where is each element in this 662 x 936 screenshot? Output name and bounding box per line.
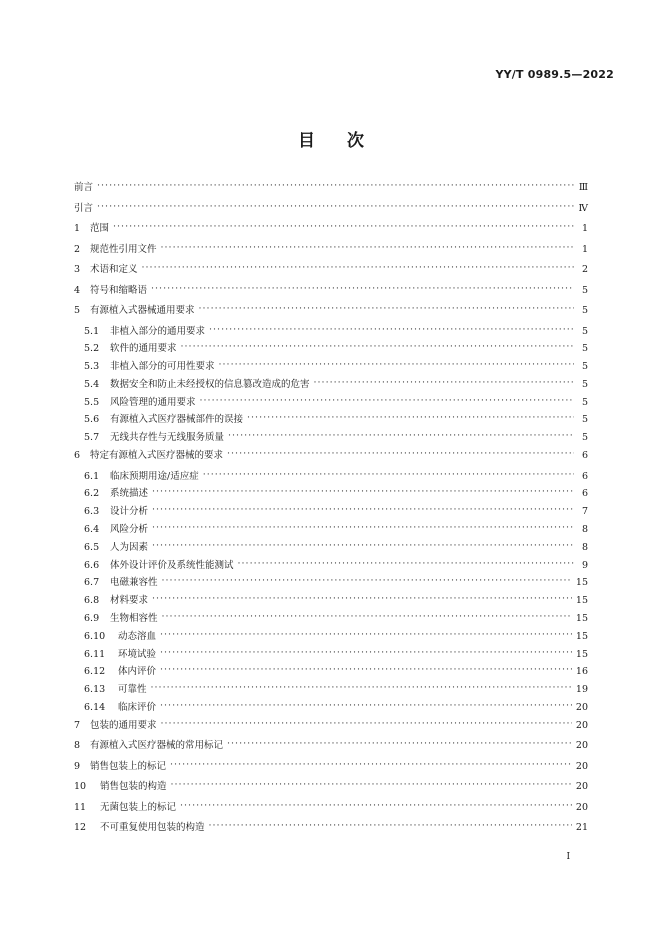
- toc-entry-label: 非植入部分的通用要求: [110, 325, 206, 337]
- toc-entry-page: 15: [575, 648, 588, 660]
- toc-entry-label: 特定有源植入式医疗器械的要求: [90, 450, 224, 462]
- toc-entry-label: 风险分析: [110, 523, 149, 535]
- toc-entry-label: 动态溶血: [118, 630, 157, 642]
- toc-entry-page: 15: [575, 630, 588, 642]
- toc-entry-number: 1: [74, 223, 81, 234]
- toc-entry-label: 临床评价: [118, 701, 157, 713]
- toc-entry-number: 9: [74, 760, 81, 772]
- toc-entry-page: 15: [575, 612, 588, 624]
- toc-entry-label: 数据安全和防止未经授权的信息篡改造成的危害: [110, 378, 310, 390]
- toc-entry-page: 20: [575, 801, 588, 813]
- toc-entry-label: 电磁兼容性: [110, 577, 158, 589]
- toc-entry[interactable]: [74, 521, 588, 539]
- toc-entry[interactable]: [74, 539, 588, 557]
- dot-leader: [227, 738, 572, 749]
- toc-entry-label: 生物相容性: [110, 612, 158, 624]
- dot-leader: [151, 682, 572, 693]
- toc-entry[interactable]: [74, 610, 588, 628]
- toc-entry[interactable]: [74, 717, 588, 738]
- dot-leader: [181, 341, 574, 352]
- toc-entry[interactable]: [74, 447, 588, 468]
- toc-entry-number: 10: [74, 781, 87, 793]
- dot-leader: [200, 395, 574, 406]
- toc-entry-page: 5: [581, 343, 588, 355]
- dot-leader: [151, 283, 574, 294]
- toc-entry-number: 8: [74, 740, 81, 752]
- toc-entry-number: 6.11: [84, 648, 106, 660]
- toc-entry-number: 5.3: [84, 361, 100, 373]
- toc-entry[interactable]: [74, 200, 588, 221]
- toc-entry-number: 6.14: [84, 701, 106, 713]
- dot-leader: [238, 558, 574, 569]
- dot-leader: [161, 242, 574, 253]
- dot-leader: [209, 324, 574, 335]
- toc-entry-page: 20: [575, 701, 588, 713]
- toc-entry[interactable]: [74, 394, 588, 412]
- dot-leader: [113, 221, 574, 232]
- toc-entry-number: 5.4: [84, 378, 100, 390]
- toc-entry-label: 无线共存性与无线服务质量: [110, 432, 225, 444]
- toc-entry-page: 5: [581, 396, 588, 408]
- toc-entry-page: 8: [581, 541, 588, 553]
- toc-entry-label: 销售包装上的标记: [90, 760, 167, 772]
- toc-entry-page: 15: [575, 577, 588, 589]
- toc-entry-label: 不可重复使用包装的构造: [100, 822, 205, 834]
- toc-entry[interactable]: [74, 411, 588, 429]
- dot-leader: [161, 718, 572, 729]
- toc-entry-number: 6.3: [84, 506, 100, 518]
- toc-entry-page: 6: [581, 488, 588, 500]
- dot-leader: [160, 629, 572, 640]
- toc-entry-label: 无菌包装上的标记: [100, 801, 177, 813]
- toc-entry-label: 可靠性: [118, 684, 147, 696]
- toc-entry-label: 有源植入式器械通用要求: [90, 305, 195, 316]
- dot-leader: [152, 540, 574, 551]
- dot-leader: [199, 303, 574, 314]
- toc-entry-number: 12: [74, 822, 87, 834]
- toc-entry[interactable]: [74, 681, 588, 699]
- dot-leader: [171, 779, 572, 790]
- dot-leader: [152, 522, 574, 533]
- toc-entry-label: 非植入部分的可用性要求: [110, 361, 215, 373]
- toc-entry[interactable]: [74, 628, 588, 646]
- toc-entry[interactable]: [74, 429, 588, 447]
- toc-entry-page: 16: [575, 666, 588, 678]
- table-of-contents: [74, 179, 588, 840]
- toc-entry-page: Ⅲ: [578, 182, 588, 193]
- toc-entry-page: 9: [581, 559, 588, 571]
- toc-entry-number: 4: [74, 284, 81, 296]
- toc-entry-number: 6.9: [84, 612, 100, 624]
- toc-entry-number: 6.7: [84, 577, 100, 589]
- toc-entry-label: 销售包装的构造: [100, 781, 167, 793]
- toc-entry[interactable]: [74, 737, 588, 758]
- toc-entry-number: 5: [74, 305, 81, 316]
- dot-leader: [203, 469, 574, 480]
- dot-leader: [162, 611, 572, 622]
- toc-entry-page: 1: [581, 243, 588, 255]
- toc-entry[interactable]: [74, 663, 588, 681]
- toc-entry[interactable]: [74, 302, 588, 323]
- dot-leader: [209, 820, 572, 831]
- toc-entry-number: 5.6: [84, 414, 100, 426]
- toc-entry-page: 20: [575, 719, 588, 731]
- toc-entry-number: 6: [74, 450, 81, 462]
- toc-entry-number: 6.12: [84, 666, 106, 678]
- toc-entry-page: 20: [575, 760, 588, 772]
- toc-entry-number: 6.13: [84, 684, 106, 696]
- toc-entry-number: 6.6: [84, 559, 100, 571]
- toc-entry-label: 有源植入式医疗器械部件的误接: [110, 414, 244, 426]
- toc-entry[interactable]: [74, 376, 588, 394]
- toc-entry-page: 19: [575, 684, 588, 696]
- dot-leader: [314, 377, 574, 388]
- toc-entry-number: 6.5: [84, 541, 100, 553]
- dot-leader: [97, 180, 574, 191]
- toc-entry-number: 2: [74, 243, 81, 255]
- toc-entry[interactable]: [74, 220, 588, 241]
- toc-entry[interactable]: [74, 646, 588, 664]
- toc-entry-page: 8: [581, 523, 588, 535]
- toc-entry[interactable]: [74, 358, 588, 376]
- toc-entry-page: 2: [581, 264, 588, 275]
- toc-entry-label: 前言: [74, 182, 94, 193]
- toc-entry-label: 材料要求: [110, 595, 149, 607]
- toc-entry-label: 临床预期用途/适应症: [110, 470, 199, 482]
- toc-entry-page: 20: [575, 781, 588, 793]
- toc-entry-page: Ⅳ: [578, 202, 588, 214]
- toc-entry[interactable]: [74, 282, 588, 303]
- toc-entry-page: 1: [581, 223, 588, 234]
- toc-entry[interactable]: [74, 819, 588, 840]
- toc-entry-number: 3: [74, 264, 81, 275]
- toc-entry-page: 6: [581, 470, 588, 482]
- toc-entry[interactable]: [74, 468, 588, 486]
- toc-entry-label: 人为因素: [110, 541, 149, 553]
- toc-entry-label: 体内评价: [118, 666, 157, 678]
- dot-leader: [142, 262, 574, 273]
- dot-leader: [228, 430, 574, 441]
- toc-entry-page: 15: [575, 595, 588, 607]
- dot-leader: [170, 759, 572, 770]
- toc-entry-number: 6.4: [84, 523, 100, 535]
- toc-entry-page: 20: [575, 740, 588, 752]
- toc-entry[interactable]: [74, 574, 588, 592]
- toc-entry-number: 5.2: [84, 343, 100, 355]
- dot-leader: [162, 575, 572, 586]
- toc-entry-number: 6.2: [84, 488, 100, 500]
- dot-leader: [97, 201, 574, 212]
- toc-entry-number: 7: [74, 719, 81, 731]
- toc-entry-label: 系统描述: [110, 488, 149, 500]
- dot-leader: [227, 448, 574, 459]
- toc-entry-label: 有源植入式医疗器械的常用标记: [90, 740, 224, 752]
- dot-leader: [160, 647, 572, 658]
- toc-entry-number: 5.5: [84, 396, 100, 408]
- toc-entry-label: 设计分析: [110, 506, 149, 518]
- toc-entry[interactable]: [74, 699, 588, 717]
- toc-entry[interactable]: [74, 179, 588, 200]
- toc-entry-page: 5: [581, 305, 588, 316]
- toc-entry[interactable]: [74, 485, 588, 503]
- toc-entry-label: 包装的通用要求: [90, 719, 157, 731]
- dot-leader: [152, 504, 574, 515]
- toc-entry-label: 引言: [74, 202, 94, 214]
- toc-entry[interactable]: [74, 758, 588, 779]
- toc-entry[interactable]: [74, 557, 588, 575]
- toc-entry-label: 软件的通用要求: [110, 343, 177, 355]
- toc-entry-page: 5: [581, 361, 588, 373]
- toc-entry[interactable]: [74, 778, 588, 799]
- dot-leader: [152, 486, 574, 497]
- toc-entry-label: 风险管理的通用要求: [110, 396, 196, 408]
- page-title: 目次: [298, 131, 396, 151]
- page-number: I: [566, 852, 570, 862]
- toc-entry-page: 5: [581, 284, 588, 296]
- toc-entry-page: 5: [581, 432, 588, 444]
- toc-entry-number: 6.1: [84, 470, 100, 482]
- dot-leader: [247, 412, 574, 423]
- toc-entry-label: 体外设计评价及系统性能测试: [110, 559, 234, 571]
- toc-entry-label: 环境试验: [118, 648, 157, 660]
- toc-entry-number: 6.8: [84, 595, 100, 607]
- toc-entry-label: 符号和缩略语: [90, 284, 148, 296]
- toc-entry-label: 规范性引用文件: [90, 243, 157, 255]
- toc-entry[interactable]: [74, 323, 588, 341]
- toc-entry[interactable]: [74, 799, 588, 820]
- toc-entry[interactable]: [74, 592, 588, 610]
- dot-leader: [180, 800, 572, 811]
- toc-entry-page: 5: [581, 414, 588, 426]
- dot-leader: [160, 664, 572, 675]
- toc-entry[interactable]: [74, 241, 588, 262]
- toc-entry-number: 6.10: [84, 630, 106, 642]
- dot-leader: [152, 593, 572, 604]
- toc-entry-number: 11: [74, 801, 87, 813]
- toc-entry-page: 21: [575, 822, 588, 834]
- toc-entry-page: 5: [581, 325, 588, 337]
- toc-entry[interactable]: [74, 261, 588, 282]
- dot-leader: [219, 359, 574, 370]
- toc-entry[interactable]: [74, 503, 588, 521]
- toc-entry[interactable]: [74, 340, 588, 358]
- toc-entry-label: 范围: [90, 223, 110, 234]
- standard-number: YY/T 0989.5—2022: [495, 68, 614, 81]
- toc-entry-number: 5.7: [84, 432, 100, 444]
- toc-entry-page: 7: [581, 506, 588, 518]
- toc-entry-label: 术语和定义: [90, 264, 138, 275]
- toc-entry-page: 6: [581, 450, 588, 462]
- toc-entry-number: 5.1: [84, 325, 100, 337]
- toc-entry-page: 5: [581, 378, 588, 390]
- dot-leader: [160, 700, 572, 711]
